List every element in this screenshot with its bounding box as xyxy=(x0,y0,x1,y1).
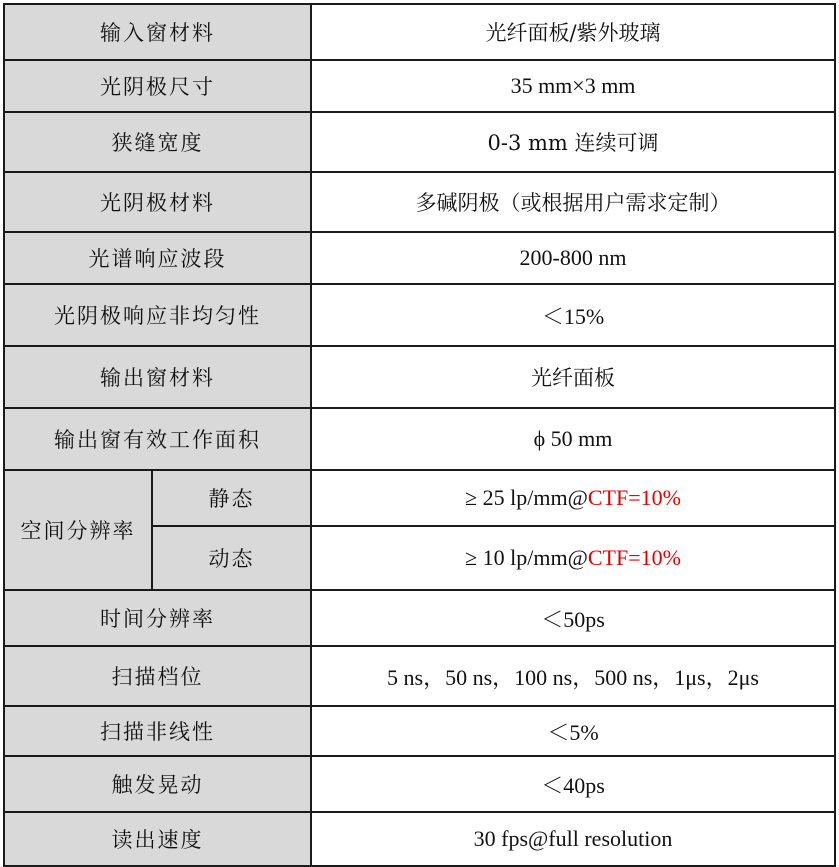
row-label: 时间分辨率 xyxy=(4,590,311,646)
row-value: 光纤面板 xyxy=(311,346,835,408)
row-label: 触发晃动 xyxy=(4,756,311,812)
row-label: 狭缝宽度 xyxy=(4,112,311,172)
row-value: 35 mm×3 mm xyxy=(311,60,835,112)
static-label: 静态 xyxy=(152,470,311,526)
row-label: 输入窗材料 xyxy=(4,4,311,60)
row-label: 光谱响应波段 xyxy=(4,232,311,284)
table-row xyxy=(4,346,835,408)
static-ctf-highlight: CTF=10% xyxy=(587,485,681,510)
row-label: 光阴极材料 xyxy=(4,172,311,232)
row-label: 读出速度 xyxy=(4,812,311,866)
table-row xyxy=(4,4,835,60)
dynamic-label: 动态 xyxy=(152,526,311,590)
table-row xyxy=(4,112,835,172)
row-value: 0-3 mm 连续可调 xyxy=(311,112,835,172)
row-label: 输出窗材料 xyxy=(4,346,311,408)
row-value: ＜5% xyxy=(311,706,835,756)
table-row xyxy=(4,470,835,526)
table-row xyxy=(4,232,835,284)
table-row xyxy=(4,60,835,112)
dynamic-value xyxy=(311,526,835,590)
row-value: ＜50ps xyxy=(311,590,835,646)
table-row xyxy=(4,756,835,812)
row-value: 200-800 nm xyxy=(311,232,835,284)
table-row xyxy=(4,706,835,756)
table-row xyxy=(4,408,835,470)
dynamic-ctf-highlight: CTF=10% xyxy=(587,545,681,570)
row-label: 扫描非线性 xyxy=(4,706,311,756)
table-row xyxy=(4,172,835,232)
row-value: ＜40ps xyxy=(311,756,835,812)
row-label: 光阴极尺寸 xyxy=(4,60,311,112)
table-row xyxy=(4,812,835,866)
row-value: ϕ 50 mm xyxy=(311,408,835,470)
table-row xyxy=(4,646,835,706)
spec-table xyxy=(3,3,836,867)
row-value: 5 ns，50 ns，100 ns，500 ns，1μs，2μs xyxy=(311,646,835,706)
row-value: 30 fps@full resolution xyxy=(311,812,835,866)
spatial-resolution-label: 空间分辨率 xyxy=(4,470,152,590)
row-value: 多碱阴极（或根据用户需求定制） xyxy=(311,172,835,232)
static-value-text: ≥ 25 lp/mm@ xyxy=(465,485,588,510)
row-label: 扫描档位 xyxy=(4,646,311,706)
row-label: 光阴极响应非均匀性 xyxy=(4,284,311,346)
table-row xyxy=(4,284,835,346)
row-value: ＜15% xyxy=(311,284,835,346)
table-row xyxy=(4,590,835,646)
row-label: 输出窗有效工作面积 xyxy=(4,408,311,470)
dynamic-value-text: ≥ 10 lp/mm@ xyxy=(465,545,588,570)
static-value xyxy=(311,470,835,526)
row-value: 光纤面板/紫外玻璃 xyxy=(311,4,835,60)
